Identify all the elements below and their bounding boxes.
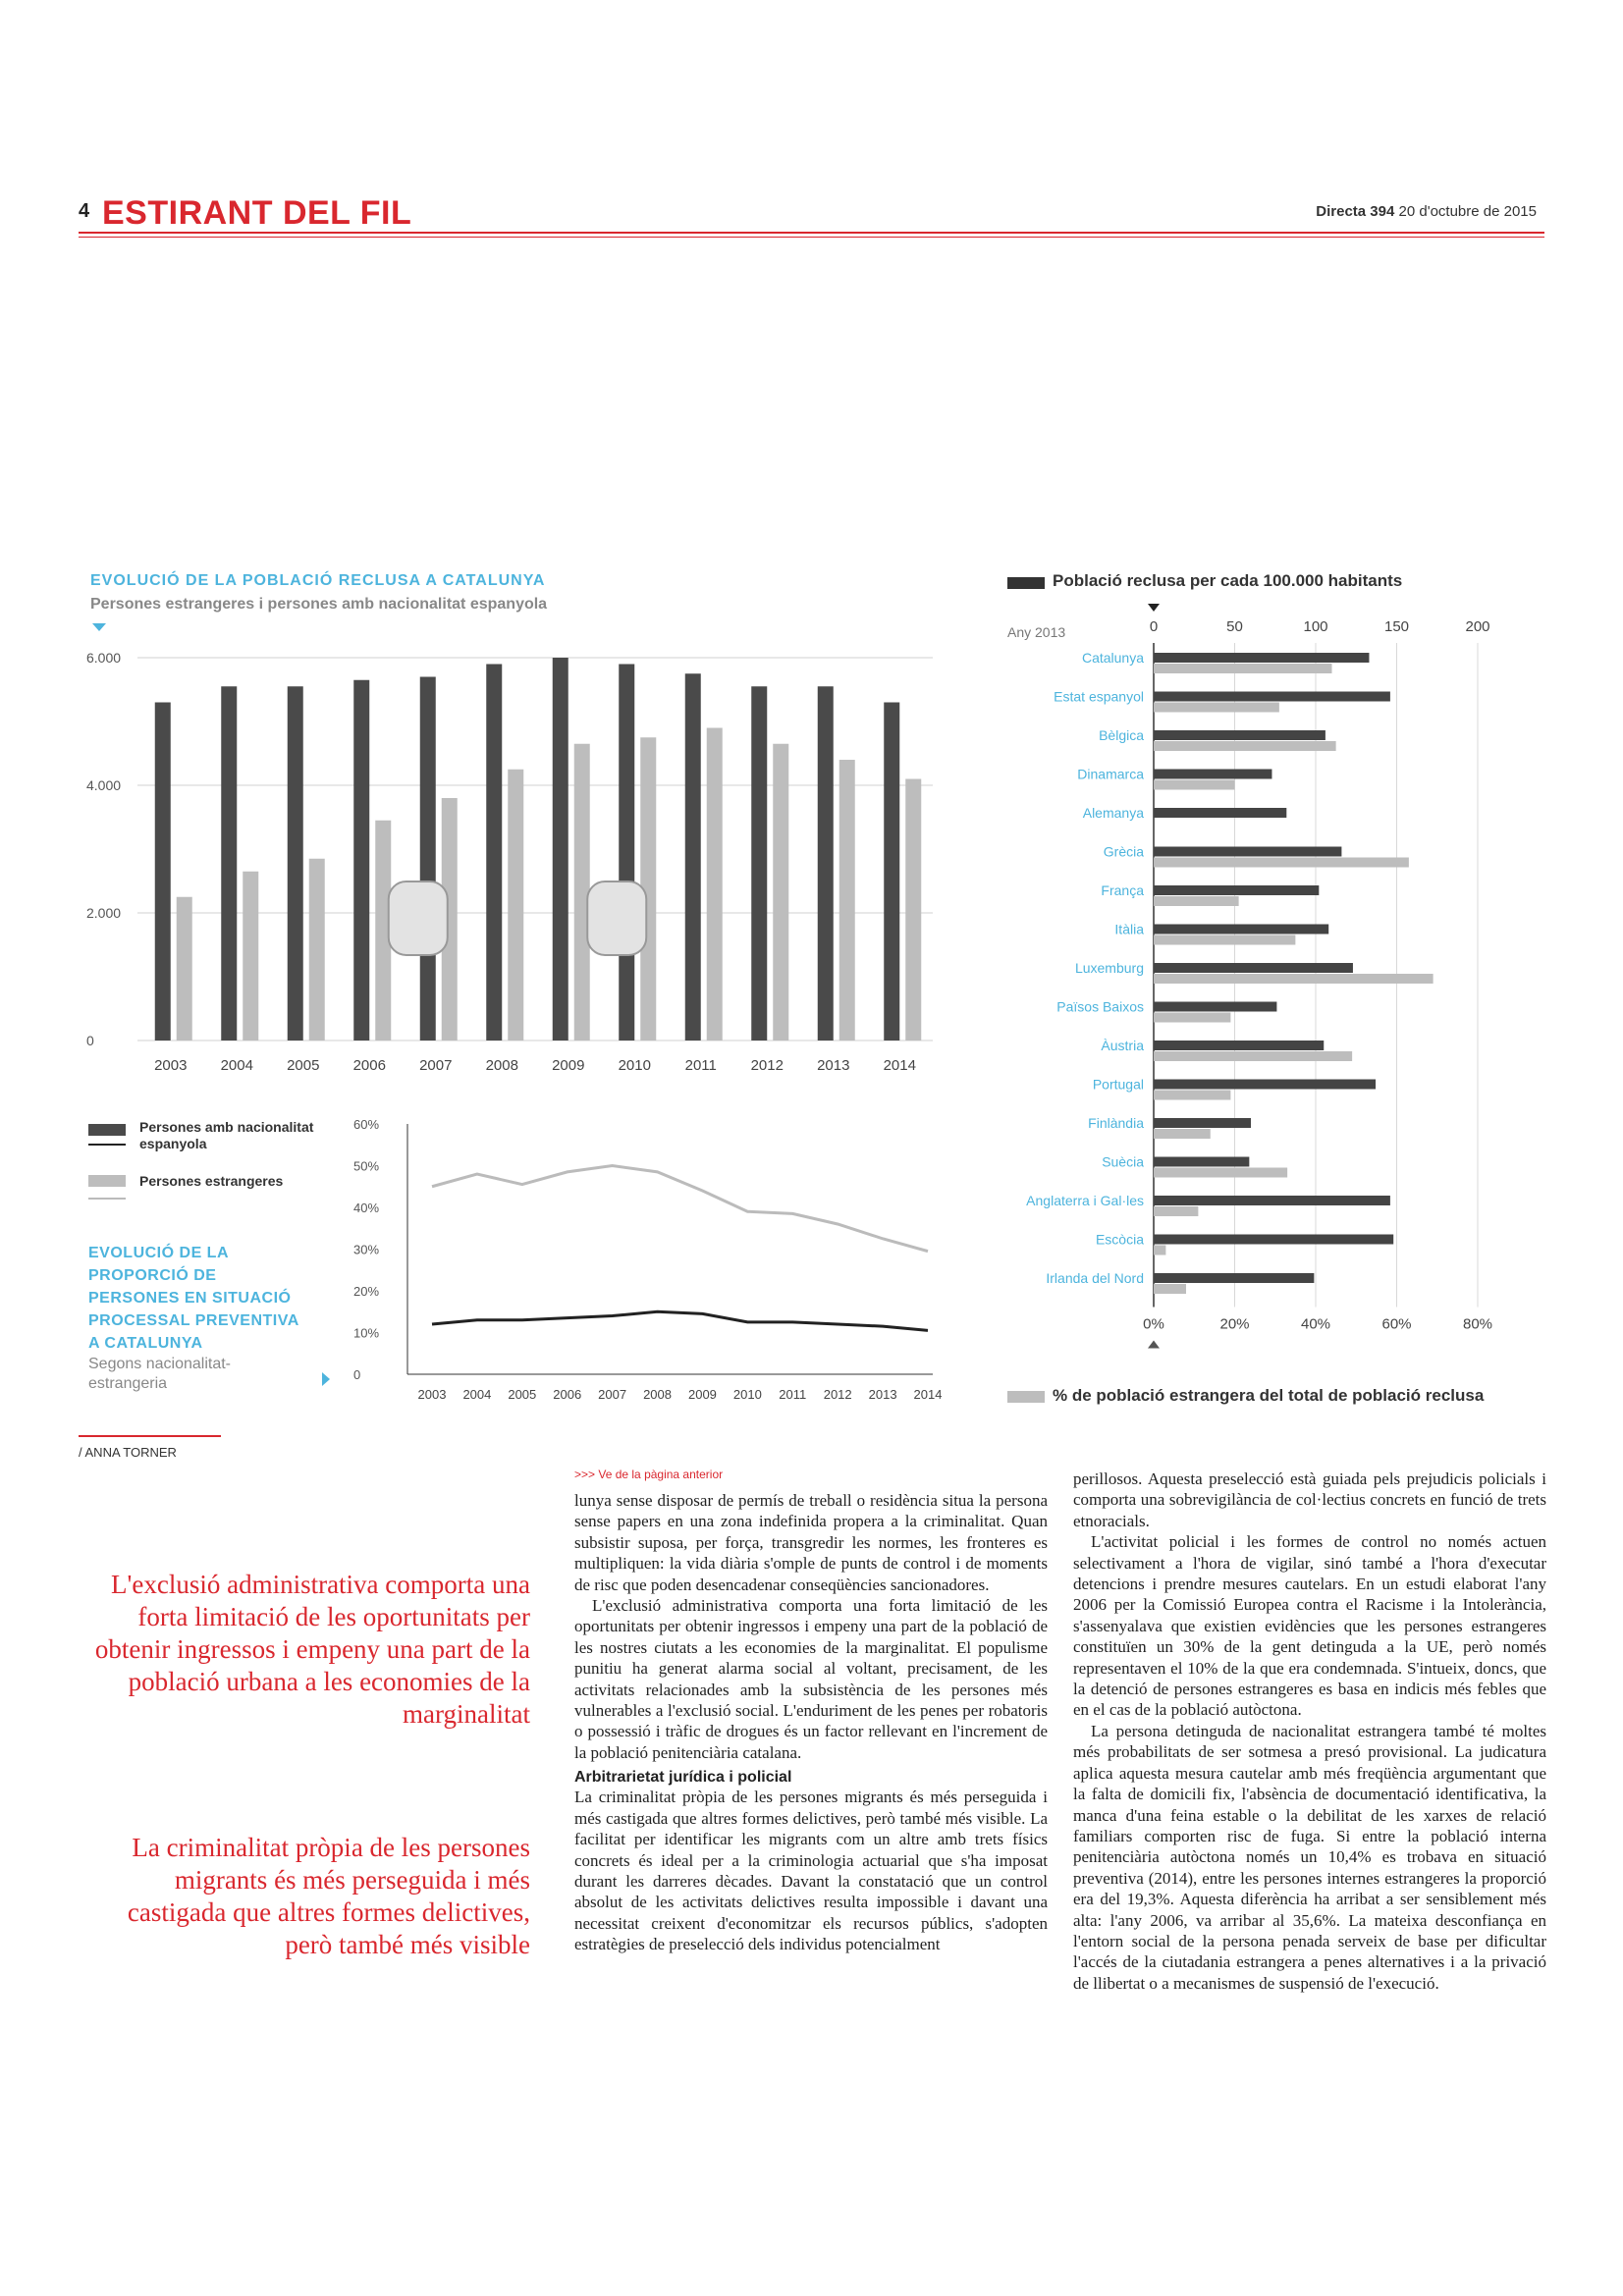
bar-foreign bbox=[309, 859, 325, 1041]
bar-foreign-pct bbox=[1154, 780, 1235, 790]
y-tick-label: 60% bbox=[353, 1117, 380, 1132]
y-tick-label: 6.000 bbox=[86, 650, 122, 666]
chart2-title-line: PERSONES EN SITUACIÓ bbox=[88, 1290, 292, 1307]
country-label: Luxemburg bbox=[1074, 960, 1144, 976]
x-tick-label: 2007 bbox=[419, 1057, 453, 1074]
bar-foreign bbox=[177, 897, 192, 1041]
chart2-subtitle-line: Segons nacionalitat- bbox=[88, 1356, 231, 1372]
legend-swatch-foreign-bar bbox=[88, 1175, 126, 1187]
chart1-bar-chart bbox=[79, 638, 943, 1090]
x-tick-label: 2009 bbox=[552, 1057, 585, 1074]
y-tick-label: 30% bbox=[353, 1242, 380, 1257]
down-arrow-icon bbox=[1148, 604, 1160, 612]
x-tick-label: 2005 bbox=[287, 1057, 320, 1074]
header-rule bbox=[79, 232, 1544, 234]
article-column-2 bbox=[1073, 1468, 1546, 1994]
bar-spanish bbox=[353, 680, 369, 1041]
bottom-x-tick-label: 40% bbox=[1300, 1315, 1331, 1333]
bar-foreign bbox=[707, 728, 723, 1041]
x-tick-label: 2006 bbox=[352, 1057, 386, 1074]
legend-swatch-spanish-bar bbox=[88, 1124, 126, 1136]
y-tick-label: 50% bbox=[353, 1158, 380, 1174]
paragraph: L'activitat policial i les formes de control no només actuen selectivament a l'hora de vigilar, sinó també a l'hora d'executar detencions i prendre mesures cautelars. En un estudi elaborat l'any 2006 per la Comissió Europea contra el Racisme i la Intolerància, s'assenyalava que existien evidències que les persones estrangeres constituïen un 30% de la gent detinguda a la UE, però només representaven el 10% de la que era condemnada. S'intueix, doncs, que la detenció de persones estrangeres es basa en indicis més febles que en el cas de la població autòctona. bbox=[1073, 1532, 1546, 1720]
chart2-arrow-icon bbox=[322, 1372, 330, 1386]
subheading: Arbitrarietat jurídica i policial bbox=[574, 1769, 792, 1787]
y-tick-label: 10% bbox=[353, 1325, 380, 1341]
y-tick-label: 0 bbox=[86, 1033, 94, 1048]
country-label: Grècia bbox=[1103, 843, 1144, 860]
chart2-title-line: PROPORCIÓ DE bbox=[88, 1267, 217, 1284]
bar-rate bbox=[1154, 730, 1325, 740]
header-rule-thin bbox=[79, 237, 1544, 238]
bar-rate bbox=[1154, 1235, 1393, 1245]
bar-spanish bbox=[685, 673, 701, 1041]
photo-credit: / ANNA TORNER bbox=[79, 1445, 177, 1460]
bar-foreign-pct bbox=[1154, 1051, 1352, 1061]
bottom-x-tick-label: 80% bbox=[1462, 1315, 1493, 1333]
bar-foreign-pct bbox=[1154, 664, 1332, 673]
bar-rate bbox=[1154, 692, 1390, 702]
bar-foreign-pct bbox=[1154, 703, 1279, 713]
line-foreign bbox=[432, 1166, 928, 1252]
x-tick-label: 2011 bbox=[684, 1057, 717, 1074]
bar-foreign-pct bbox=[1154, 1091, 1230, 1100]
x-tick-label: 2005 bbox=[508, 1387, 537, 1402]
legend-label-foreign: Persones estrangeres bbox=[139, 1173, 284, 1189]
bar-foreign-pct bbox=[1154, 741, 1336, 751]
x-tick-label: 2004 bbox=[462, 1387, 492, 1402]
bar-rate bbox=[1154, 653, 1369, 663]
bar-foreign-pct bbox=[1154, 858, 1409, 868]
y-tick-label: 0 bbox=[353, 1367, 361, 1382]
paragraph: perillosos. Aquesta preselecció està guiada pels prejudicis policials i comporta una sobrevigilància de col·lectius concrets en funció de trets etnoracials. bbox=[1073, 1469, 1546, 1530]
chart1-subtitle: Persones estrangeres i persones amb nacionalitat espanyola bbox=[90, 596, 548, 613]
page-number: 4 bbox=[79, 200, 90, 222]
x-tick-label: 2004 bbox=[220, 1057, 253, 1074]
bar-rate bbox=[1154, 963, 1353, 973]
top-x-tick-label: 200 bbox=[1465, 618, 1490, 635]
bar-spanish bbox=[818, 686, 834, 1041]
x-tick-label: 2011 bbox=[779, 1387, 807, 1402]
bar-spanish bbox=[221, 686, 237, 1041]
bar-rate bbox=[1154, 770, 1271, 779]
up-arrow-icon bbox=[1148, 1341, 1160, 1349]
bar-rate bbox=[1154, 1196, 1390, 1205]
x-tick-label: 2012 bbox=[750, 1057, 784, 1074]
bar-foreign-pct bbox=[1154, 1284, 1186, 1294]
publication-name: Directa 394 bbox=[1316, 203, 1395, 220]
bar-spanish bbox=[420, 677, 436, 1041]
country-label: Països Baixos bbox=[1056, 998, 1144, 1015]
chart3-bottom-legend: % de població estrangera del total de població reclusa bbox=[1053, 1386, 1485, 1405]
country-label: Irlanda del Nord bbox=[1046, 1270, 1144, 1286]
x-tick-label: 2003 bbox=[154, 1057, 188, 1074]
bar-foreign bbox=[773, 744, 788, 1041]
pullquote: La criminalitat pròpia de les persones migrants és més perseguida i més castigada que altres formes delictives, però també més visible bbox=[127, 1833, 530, 1959]
top-x-tick-label: 150 bbox=[1383, 618, 1410, 635]
x-tick-label: 2010 bbox=[732, 1387, 762, 1402]
issue-date: 20 d'octubre de 2015 bbox=[1398, 203, 1537, 220]
x-tick-label: 2006 bbox=[553, 1387, 582, 1402]
country-label: Escòcia bbox=[1095, 1231, 1144, 1248]
bar-rate bbox=[1154, 885, 1319, 895]
paragraph: La persona detinguda de nacionalitat estrangera també té moltes més probabilitats de ser sotmesa a presó provisional. La judicatura aplica aquesta mesura cautelar amb més freqüència argumentant que la falta de domicili fix, l'absència de documentació identificativa, la manca d'una feina estable o la debilitat de les xarxes de relació familiars comporten risc de fuga. Si entre la població interna penitenciària autòctona només un 10,4% es trobava en situació preventiva (2014), entre les persones internes estrangeres la proporció era del 19,3%. Aquesta diferència ha arribat a ser sensiblement més alta: l'any 2006, va arribar al 35,6%. La mateixa desconfiança en l'entorn social de la persona penada serveix de base per dificultar l'accés de la ciutadania estrangera a penes alternatives i a la privació de llibertat o a mecanismes de suspensió de l'execució. bbox=[1073, 1721, 1546, 1993]
bottom-x-tick-label: 0% bbox=[1143, 1315, 1164, 1333]
y-tick-label: 20% bbox=[353, 1284, 380, 1299]
issue-info bbox=[1316, 203, 1537, 220]
bar-rate bbox=[1154, 1041, 1324, 1050]
article-column-1 bbox=[574, 1490, 1048, 1955]
chart2-title bbox=[88, 1242, 299, 1355]
bar-spanish bbox=[553, 658, 568, 1041]
legend-label-spanish: Persones amb nacionalitat espanyola bbox=[139, 1119, 314, 1151]
chart3-legend-swatch-dark bbox=[1007, 577, 1045, 589]
credit-rule bbox=[79, 1435, 221, 1437]
chart2-title-line: A CATALUNYA bbox=[88, 1335, 203, 1352]
bottom-x-tick-label: 20% bbox=[1219, 1315, 1250, 1333]
bar-rate bbox=[1154, 925, 1328, 934]
bar-rate bbox=[1154, 847, 1341, 857]
country-label: Àustria bbox=[1101, 1038, 1144, 1053]
country-label: França bbox=[1101, 882, 1144, 898]
pullquote: L'exclusió administrativa comporta una forta limitació de les oportunitats per obtenir ingressos i empeny una part de la població urbana a les economies de la marginalitat bbox=[94, 1570, 530, 1729]
country-label: Alemanya bbox=[1082, 805, 1144, 821]
bar-rate bbox=[1154, 1118, 1251, 1128]
line-spanish bbox=[432, 1311, 928, 1330]
chart2-title-line: PROCESSAL PREVENTIVA bbox=[88, 1312, 299, 1329]
x-tick-label: 2008 bbox=[485, 1057, 518, 1074]
bar-foreign-pct bbox=[1154, 1206, 1198, 1216]
bar-foreign-pct bbox=[1154, 1246, 1165, 1255]
chart3-year-label: Any 2013 bbox=[1007, 624, 1066, 640]
legend-swatch-foreign-line bbox=[88, 1198, 126, 1200]
bar-spanish bbox=[486, 665, 502, 1041]
country-label: Anglaterra i Gal·les bbox=[1026, 1193, 1144, 1208]
section-title: ESTIRANT DEL FIL bbox=[102, 194, 412, 232]
x-tick-label: 2003 bbox=[417, 1387, 447, 1402]
legend-swatch-spanish-line bbox=[88, 1144, 126, 1146]
bar-foreign-pct bbox=[1154, 1168, 1287, 1178]
chart3-horizontal-bar-chart bbox=[982, 594, 1542, 1379]
country-label: Catalunya bbox=[1081, 650, 1144, 666]
paragraph: L'exclusió administrativa comporta una forta limitació de les oportunitats per obtenir ingressos i empeny una part de la població de les nostres ciutats a les economies de la marginalitat. El populisme punitiu ha generat alarma social al voltant, precisament, de les activitats relacionades amb la subsistència de les persones més vulnerables a l'exclusió social. L'enduriment de les penes per robatoris o possessió i tràfic de drogues és un factor rellevant en l'increment de la població penitenciària catalana. bbox=[574, 1596, 1048, 1762]
country-label: Estat espanyol bbox=[1054, 688, 1144, 705]
x-tick-label: 2014 bbox=[913, 1387, 943, 1402]
chart2-subtitle-line: estrangeria bbox=[88, 1375, 168, 1392]
bar-foreign bbox=[574, 744, 590, 1041]
top-x-tick-label: 0 bbox=[1149, 618, 1159, 635]
bar-rate bbox=[1154, 1002, 1276, 1012]
bar-spanish bbox=[619, 665, 634, 1041]
x-tick-label: 2013 bbox=[817, 1057, 850, 1074]
chart3-legend-swatch-light bbox=[1007, 1391, 1045, 1403]
country-label: Finlàndia bbox=[1088, 1115, 1144, 1131]
country-label: Bèlgica bbox=[1099, 727, 1144, 743]
chart2-subtitle bbox=[88, 1355, 231, 1394]
chart2-title-line: EVOLUCIÓ DE LA bbox=[88, 1245, 230, 1261]
bar-spanish bbox=[751, 686, 767, 1041]
bar-foreign bbox=[243, 872, 258, 1041]
bar-spanish bbox=[884, 703, 899, 1041]
bar-foreign-pct bbox=[1154, 1013, 1230, 1023]
top-x-tick-label: 50 bbox=[1226, 618, 1243, 635]
x-tick-label: 2013 bbox=[868, 1387, 897, 1402]
x-tick-label: 2014 bbox=[883, 1057, 916, 1074]
top-x-tick-label: 100 bbox=[1303, 618, 1328, 635]
chart1-arrow-icon bbox=[92, 623, 106, 631]
x-tick-label: 2007 bbox=[598, 1387, 627, 1402]
bar-foreign-pct bbox=[1154, 896, 1239, 906]
paragraph: La criminalitat pròpia de les persones migrants és més perseguida i més castigada que altres formes delictives, però també més visible. La facilitat per identificar les migrants com un altre amb trets físics concrets és ideal per a la criminologia actuarial que s'ha imposat durant les darreres dècades. Davant la constatació que un control absolut de les activitats delictives resulta impossible i davant una necessitat creixent d'economitzar els recursos públics, s'adopten estratègies de preselecció dels individus potencialment bbox=[574, 1788, 1048, 1954]
y-tick-label: 2.000 bbox=[86, 905, 122, 921]
bar-foreign bbox=[905, 779, 921, 1041]
bar-rate bbox=[1154, 808, 1286, 818]
bar-foreign-pct bbox=[1154, 1129, 1211, 1139]
country-label: Itàlia bbox=[1114, 921, 1144, 937]
country-label: Suècia bbox=[1102, 1153, 1144, 1170]
x-tick-label: 2009 bbox=[687, 1387, 717, 1402]
bar-foreign-pct bbox=[1154, 935, 1295, 945]
x-tick-label: 2010 bbox=[618, 1057, 651, 1074]
bar-foreign bbox=[508, 770, 523, 1041]
x-tick-label: 2008 bbox=[643, 1387, 673, 1402]
bar-rate bbox=[1154, 1273, 1314, 1283]
x-tick-label: 2012 bbox=[823, 1387, 852, 1402]
paragraph: lunya sense disposar de permís de treball o residència situa la persona sense papers en una zona indefinida propera a la criminalitat. Quan subsistir suposa, per força, transgredir les normes, les fronteres es multipliquen: la vida diària s'omple de punts de control i de moments de risc que poden desencadenar conseqüències sancionadores. bbox=[574, 1491, 1048, 1594]
chart1-title: EVOLUCIÓ DE LA POBLACIÓ RECLUSA A CATALUNYA bbox=[90, 572, 546, 589]
bar-rate bbox=[1154, 1080, 1376, 1090]
country-label: Portugal bbox=[1092, 1076, 1144, 1093]
chart3-top-legend: Població reclusa per cada 100.000 habitants bbox=[1053, 571, 1403, 590]
y-tick-label: 40% bbox=[353, 1201, 380, 1215]
bar-spanish bbox=[155, 703, 171, 1041]
y-tick-label: 4.000 bbox=[86, 777, 122, 793]
fist-icon bbox=[389, 881, 448, 955]
bottom-x-tick-label: 60% bbox=[1381, 1315, 1412, 1333]
bar-foreign bbox=[839, 760, 855, 1041]
fist-icon bbox=[587, 881, 646, 955]
bar-rate bbox=[1154, 1157, 1249, 1167]
chart2-line-chart bbox=[353, 1109, 943, 1409]
bar-foreign-pct bbox=[1154, 974, 1434, 984]
country-label: Dinamarca bbox=[1077, 766, 1144, 782]
bar-spanish bbox=[288, 686, 303, 1041]
continued-note: >>> Ve de la pàgina anterior bbox=[574, 1468, 724, 1481]
